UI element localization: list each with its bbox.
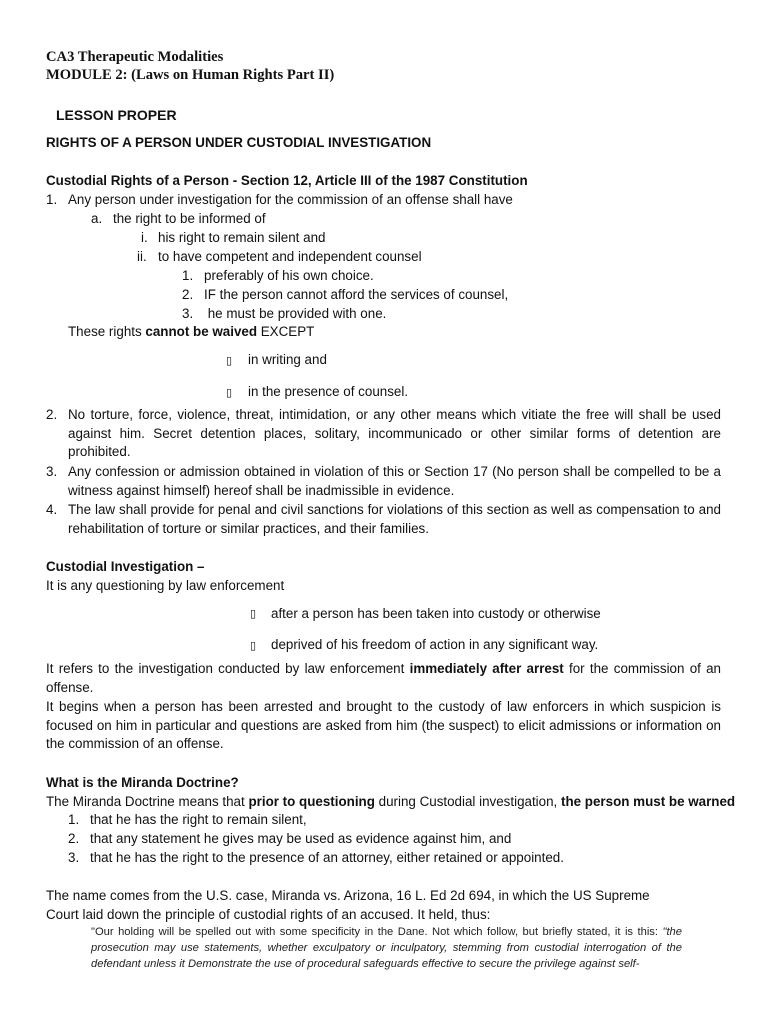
except-item: in writing and — [248, 352, 327, 367]
miranda-item: that he has the right to the presence of an attorney, either retained or appointed. — [90, 850, 564, 865]
para1-suffix: for the commission of an offense. — [46, 661, 722, 695]
investigation-paragraph-1 — [46, 660, 721, 697]
investigation-paragraph-2: It begins when a person has been arrested and brought to the custody of law enforcers in which suspicion is focused on him in particular and questions are asked from him (the suspect) to elicit admissions or information on the commission of an offense. — [46, 699, 721, 752]
list-number: 3. — [68, 850, 80, 865]
list-marker: ii. — [137, 249, 147, 264]
square-bullet-icon: ▯ — [250, 607, 257, 620]
list-marker: 2. — [182, 287, 194, 302]
miranda-intro — [46, 793, 735, 812]
counsel-item: he must be provided with one. — [204, 306, 387, 321]
module-title: MODULE 2: (Laws on Human Rights Part II) — [46, 67, 335, 83]
investigation-bullet: deprived of his freedom of action in any significant way. — [271, 637, 599, 652]
list-marker: i. — [141, 230, 148, 245]
square-bullet-icon: ▯ — [226, 354, 233, 367]
miranda-origin-line: The name comes from the U.S. case, Miranda vs. Arizona, 16 L. Ed 2d 694, in which the US Supreme — [46, 888, 650, 903]
except-item: in the presence of counsel. — [248, 384, 409, 399]
custodial-investigation-intro: It is any questioning by law enforcement — [46, 578, 285, 593]
list-number: 2. — [46, 407, 58, 422]
miranda-item: that any statement he gives may be used as evidence against him, and — [90, 831, 512, 846]
waiver-bold: cannot be waived — [145, 324, 258, 339]
miranda-origin-line: Court laid down the principle of custodial rights of an accused. It held, thus: — [46, 907, 491, 922]
rights-item-1: Any person under investigation for the commission of an offense shall have — [68, 192, 513, 207]
sub-item-ii: to have competent and independent counsel — [158, 249, 422, 264]
sub-item-i: his right to remain silent and — [158, 230, 326, 245]
list-marker: 1. — [182, 268, 194, 283]
list-number: 1. — [46, 192, 58, 207]
square-bullet-icon: ▯ — [226, 386, 233, 399]
section-title: RIGHTS OF A PERSON UNDER CUSTODIAL INVESTIGATION — [46, 135, 432, 150]
miranda-intro-bold: prior to questioning — [248, 794, 375, 809]
miranda-item: that he has the right to remain silent, — [90, 812, 307, 827]
list-number: 4. — [46, 502, 58, 517]
quote-italic: "the prosecution may use statements, whether exculpatory or inculpatory, stemming from custodial interrogation of the defendant unless it Demonstrate the use of procedural safeguards effective to secure the privilege against self- — [91, 926, 682, 970]
list-number: 1. — [68, 812, 80, 827]
list-marker: a. — [91, 211, 103, 226]
custodial-investigation-heading: Custodial Investigation – — [46, 559, 205, 574]
miranda-intro-mid: during Custodial investigation, — [374, 794, 561, 809]
lesson-label: LESSON PROPER — [56, 107, 177, 123]
sub-item-a: the right to be informed of — [113, 211, 266, 226]
quote-plain: "Our holding will be spelled out with some specificity in the Dane. Not which follow, but briefly stated, it is this: — [91, 926, 663, 938]
waiver-prefix: These rights — [68, 324, 146, 339]
counsel-item: preferably of his own choice. — [204, 268, 374, 283]
investigation-bullet: after a person has been taken into custody or otherwise — [271, 606, 601, 621]
waiver-suffix: EXCEPT — [257, 324, 315, 339]
course-title: CA3 Therapeutic Modalities — [46, 49, 224, 65]
miranda-intro-bold: the person must be warned — [561, 794, 736, 809]
rights-item-3: Any confession or admission obtained in violation of this or Section 17 (No person shall be compelled to be a witness against himself) hereof shall be inadmissible in evidence. — [68, 464, 721, 498]
list-number: 2. — [68, 831, 80, 846]
counsel-item: IF the person cannot afford the services of counsel, — [204, 287, 509, 302]
square-bullet-icon: ▯ — [250, 639, 257, 652]
miranda-intro-prefix: The Miranda Doctrine means that — [46, 794, 249, 809]
para1-prefix: It refers to the investigation conducted by law enforcement — [46, 661, 410, 676]
para1-bold: immediately after arrest — [409, 661, 564, 676]
miranda-heading: What is the Miranda Doctrine? — [46, 775, 239, 790]
list-marker: 3. — [182, 306, 194, 321]
rights-item-2: No torture, force, violence, threat, intimidation, or any other means which vitiate the free will shall be used against him. Secret detention places, solitary, incommunicado or other similar forms of detention are prohibited. — [68, 407, 721, 460]
miranda-quote — [91, 924, 682, 972]
list-number: 3. — [46, 464, 58, 479]
rights-item-4: The law shall provide for penal and civil sanctions for violations of this section as well as compensation to and rehabilitation of torture or similar practices, and their families. — [68, 502, 721, 536]
waiver-note — [68, 323, 314, 342]
custodial-rights-heading: Custodial Rights of a Person - Section 12, Article III of the 1987 Constitution — [46, 173, 528, 188]
